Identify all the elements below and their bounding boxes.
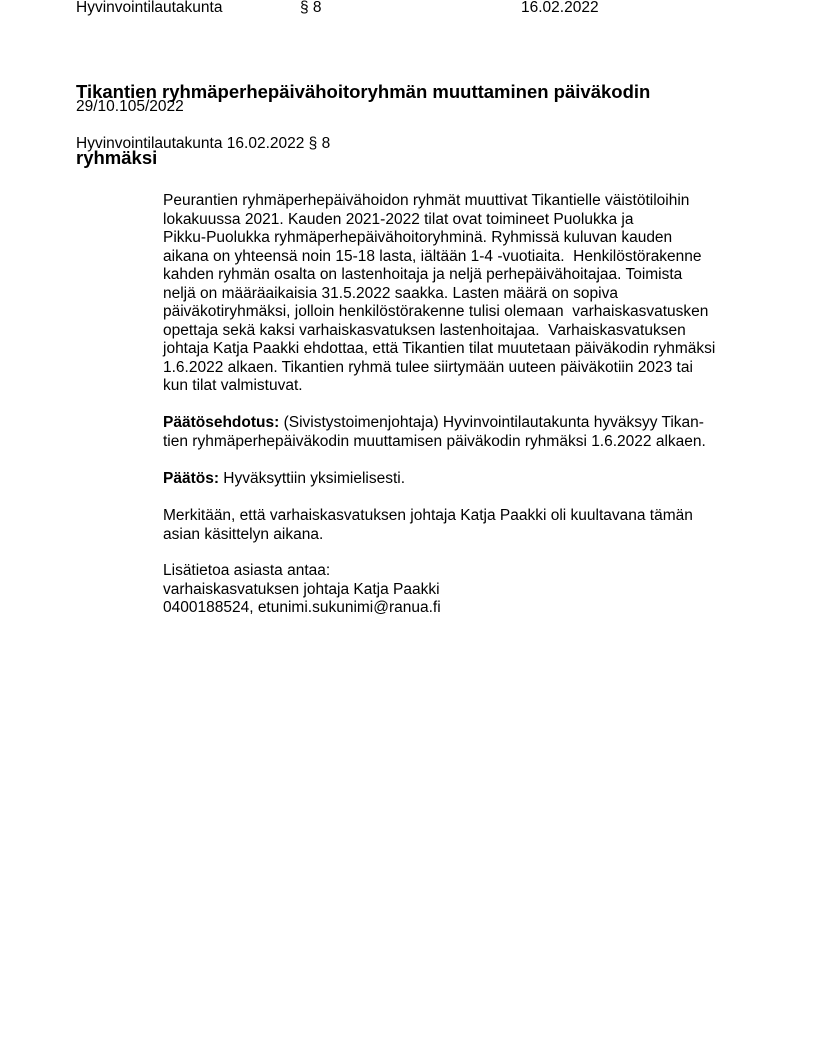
contact-person: varhaiskasvatuksen johtaja Katja Paakki bbox=[163, 580, 440, 598]
proposal-text: tien ryhmäperhepäiväkodin muuttamisen päiväkodin ryhmäksi 1.6.2022 alkaen. bbox=[163, 432, 706, 450]
note-line: asian käsittelyn aikana. bbox=[163, 525, 324, 543]
decision-proposal bbox=[163, 414, 706, 451]
meeting-reference: Hyvinvointilautakunta 16.02.2022 § 8 bbox=[76, 135, 331, 152]
decision-text: Hyväksyttiin yksimielisesti. bbox=[219, 470, 406, 487]
contact-details: 0400188524, etunimi.sukunimi@ranua.fi bbox=[163, 599, 441, 616]
title-line: Tikantien ryhmäperhepäivähoitoryhmän muuttaminen päiväkodin bbox=[76, 81, 651, 102]
body-line: Peurantien ryhmäperhepäivähoidon ryhmät muuttivat Tikantielle väistötiloihin bbox=[163, 192, 690, 209]
decision bbox=[163, 470, 405, 489]
header-section: § 8 bbox=[300, 0, 322, 16]
body-line: johtaja Katja Paakki ehdottaa, että Tikantien tilat muutetaan päiväkodin ryhmäksi bbox=[163, 340, 716, 357]
body-line: lokakuussa 2021. Kauden 2021-2022 tilat ovat toimineet Puolukka ja bbox=[163, 210, 634, 228]
contact-heading: Lisätietoa asiasta antaa: bbox=[163, 562, 331, 579]
decision-label: Päätös: bbox=[163, 470, 219, 487]
body-line: 1.6.2022 alkaen. Tikantien ryhmä tulee siirtymään uuteen päiväkotiin 2023 tai bbox=[163, 358, 693, 376]
body-line: opettaja sekä kaksi varhaiskasvatuksen lastenhoitajaa. Varhaiskasvatuksen bbox=[163, 321, 686, 339]
body-paragraph bbox=[163, 192, 715, 396]
body-line: aikana on yhteensä noin 15-18 lasta, iältään 1-4 -vuotiaita. Henkilöstörakenne bbox=[163, 247, 702, 265]
note bbox=[163, 507, 693, 544]
body-line: päiväkotiryhmäksi, jolloin henkilöstörakenne tulisi olemaan varhaiskasvatusken bbox=[163, 303, 709, 320]
note-line: Merkitään, että varhaiskasvatuksen johtaja Katja Paakki oli kuultavana tämän bbox=[163, 507, 693, 524]
record-number: 29/10.105/2022 bbox=[76, 98, 184, 115]
body-line: neljä on määräaikaisia 31.5.2022 saakka. Lasten määrä on sopiva bbox=[163, 284, 618, 302]
body-line: kun tilat valmistuvat. bbox=[163, 377, 303, 394]
proposal-text: (Sivistystoimenjohtaja) Hyvinvointilautakunta hyväksyy Tikan- bbox=[279, 414, 704, 431]
header-date: 16.02.2022 bbox=[521, 0, 599, 16]
body-line: Pikku-Puolukka ryhmäperhepäivähoitoryhminä. Ryhmissä kuluvan kauden bbox=[163, 229, 673, 246]
header-board: Hyvinvointilautakunta bbox=[76, 0, 223, 16]
title-line: ryhmäksi bbox=[76, 147, 158, 168]
body-line: kahden ryhmän osalta on lastenhoitaja ja neljä perhepäivähoitajaa. Toimista bbox=[163, 266, 683, 283]
proposal-label: Päätösehdotus: bbox=[163, 414, 280, 431]
contact-info bbox=[163, 562, 441, 618]
